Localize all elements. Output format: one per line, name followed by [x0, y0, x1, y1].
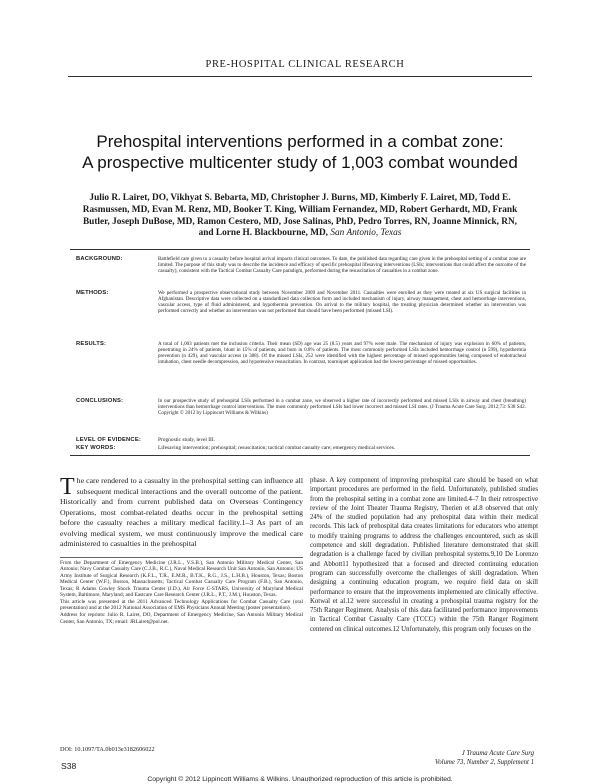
authors-location: San Antonio, Texas — [330, 228, 402, 239]
intro-paragraph: he care rendered to a casualty in the prehospital setting can influence all subsequent medical interactions and the overall outcome of the patient. Historically and from current published data on Overseas Contingency Operations, most combat-related deaths occur in the prehospital setting before the casualty reaches a military medical facility.1–3 As part of an evolving medical system, we must continuously improve the medical care administered to casualties in the prehospital — [60, 476, 303, 548]
header-rule — [68, 76, 532, 77]
results-text: A total of 1,003 patients met the inclusion criteria. Their mean (SD) age was 25 (8.5) years and 97% were male. The mechanism of injury was explosion in 60% of patients, penetrating in 24% of patients, blunt in 15% of patients, and burn in 0.8% of patients. The most commonly performed LSIs included hemorrhage control (n 599), hypothermia prevention (n 429), and vascular access (n 388). Of the missed LSIs, 252 were identified with the highest percentage of missed opportunities being composed of endotracheal intubation, chest needle decompression, and hypotensive resuscitation. In contrast, tourniquet application had the lowest percentage of missed opportunities. — [158, 341, 526, 366]
drop-cap: T — [60, 474, 75, 500]
abstract-box — [70, 249, 530, 451]
journal-name: J Trauma Acute Care Surg — [461, 750, 534, 757]
level-label: LEVEL OF EVIDENCE: — [76, 437, 142, 443]
author-list — [78, 193, 522, 240]
abstract-bottom-rule — [70, 455, 530, 456]
page-number: S38 — [61, 761, 77, 771]
presentation-note: This article was presented at the 2011 Advanced Technology Applications for Combat Casualty Care (oral presentation) and at the 2012 National Association of EMS Physicians Annual Meeting (poster presentation). — [60, 599, 303, 612]
title-line-1: Prehospital interventions performed in a combat zone: — [96, 132, 504, 151]
level-text: Prognostic study, level III. — [158, 437, 215, 443]
reprints-note: Address for reprints: Julio R. Lairet, DO, Department of Emergency Medicine, San Antonio Military Medical Center, San Antonio, TX; email: JRLairet@pol.net. — [60, 612, 303, 625]
footnotes — [60, 560, 303, 626]
affiliations-note: From the Department of Emergency Medicine (J.R.L., V.S.B.), San Antonio Military Medical Center, San Antonio; Navy Combat Casualty Care (C.J.B., R.C.), Naval Medical Research Unit San Antonio, San Antonio; US Army Institute of Surgical Research (K.F.L., T.R., E.M.R., B.T.K., R.G., J.S., L.H.B.), Houston, Texas; Boston Medical Center (W.F.), Boston, Massachusetts; Tactical Combat Casualty Care Program (F.B.), San Antonio, Texas; R Adams Cowley Shock Trauma Center (J.D.), Air Force C-STARS, University of Maryland Medical System, Baltimore, Maryland; and Eastcare Care Research Center (J.R.L., P.T., J.M.), Houston, Texas. — [60, 560, 303, 599]
body-right-column — [310, 476, 538, 634]
article-title — [40, 131, 560, 173]
continued-paragraph: phase. A key component of improving prehospital care should be based on what important procedures are performed in the field. Unfortunately, published studies from the prehospital setting in a combat zone are limited.4–7 In their retrospective review of the Joint Theater Trauma Registry, Therien et al.8 observed that only 24% of the studied population had any prehospital data within their medical records. This lack of prehospital data creates limitations for educators who attempt to modify training programs to address the challenges encountered, such as skill competence and skill degradation. Published literature demonstrated that skill degradation is a challenge faced by civilian prehospital systems.9,10 De Lorenzo and Abbott11 hypothesized that a focused and directed continuing education program can successfully overcome the challenges of skill degradation. When designing a continuing education program, we require field data on skill performance to ensure that the improvements implemented are clinically effective. Kotwal et al.12 were successful in creating a prehospital trauma registry for the 75th Ranger Regiment. Analysis of this data facilitated performance improvements in Tactical Combat Casualty Care (TCCC) within the 75th Ranger Regiment centered on clinical outcomes.12 Unfortunately, this program only focuses on the — [310, 477, 538, 633]
conclusions-text: In our prospective study of prehospital LSIs performed in a combat zone, we observed a higher rate of incorrectly performed and missed LSIs in airway and chest (breathing) interventions than hemorrhage control interventions. The most commonly performed LSIs had lower incorrect and missed LSI rates. (J Trauma Acute Care Surg. 2012;73: S38 S42. Copyright © 2012 by Lippincott Williams & Wilkins) — [158, 398, 526, 417]
keywords-label: KEY WORDS: — [76, 445, 116, 451]
footnote-rule — [60, 557, 303, 558]
results-label: RESULTS: — [76, 341, 107, 347]
body-left-column — [60, 476, 303, 550]
title-line-2: A prospective multicenter study of 1,003 combat wounded — [82, 153, 518, 172]
journal-volume: Volume 73, Number 2, Supplement 1 — [434, 758, 534, 766]
journal-citation — [435, 750, 534, 767]
section-header: PRE-HOSPITAL CLINICAL RESEARCH — [205, 59, 405, 70]
doi: DOI: 10.1097/TA.0b013e3182606022 — [60, 746, 155, 753]
methods-text: We performed a prospective observational study between November 2009 and November 2011. Casualties were enrolled as they were treated at six US surgical facilities in Afghanistan. Descriptive data were collected on a standardized data collection form and included mechanism of injury, airway management, chest and hemorrhage interventions, vascular access, type of fluid administered, and hypothermia prevention. On arrival to the military hospital, the treating physician determined whether an intervention was performed correctly and whether an intervention was not performed that should have been performed (missed LSI). — [158, 290, 526, 315]
keywords-text: Lifesaving intervention; prehospital; resuscitation; tactical combat casualty care; emergency medical services. — [158, 445, 396, 451]
background-label: BACKGROUND: — [76, 256, 123, 262]
conclusions-label: CONCLUSIONS: — [76, 398, 124, 404]
copyright-notice: Copyright © 2012 Lippincott Williams & Wilkins. Unauthorized reproduction of this article is prohibited. — [147, 776, 453, 783]
background-text: Battlefield care given to a casualty before hospital arrival impacts clinical outcomes. To date, the published data regarding care given in the prehospital setting of a combat zone are limited. The purpose of this study was to describe the incidence and efficacy of specific prehospital lifesaving interventions (LSIs; interventions that could affect the outcome of the casualty), consistent with the Tactical Combat Casualty Care paradigm, performed during the resuscitation of casualties in a combat zone. — [158, 256, 526, 275]
authors-names: Julio R. Lairet, DO, Vikhyat S. Bebarta, MD, Christopher J. Burns, MD, Kimberly F. Lairet, MD, Todd E. Rasmussen, MD, Evan M. Renz, MD, Booker T. King, William Fernandez, MD, Robert Gerhardt, MD, Frank Butler, Joseph DuBose, MD, Ramon Cestero, MD, Jose Salinas, PhD, Pedro Torres, RN, Joanne Minnick, RN, and Lorne H. Blackbourne, MD, — [82, 193, 518, 239]
methods-label: METHODS: — [76, 290, 109, 296]
